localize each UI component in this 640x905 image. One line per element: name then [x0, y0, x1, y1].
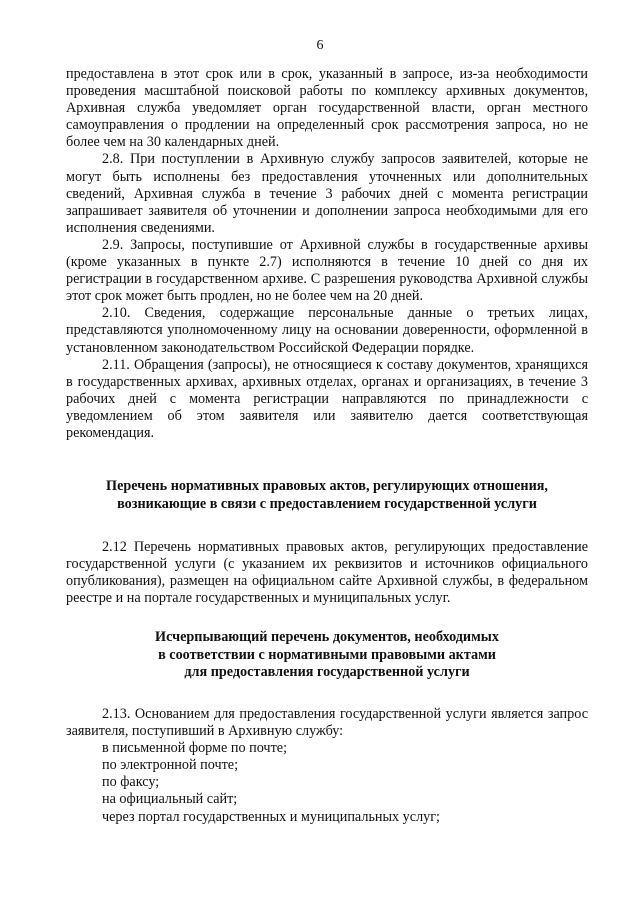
- paragraph-2-11: 2.11. Обращения (запросы), не относящиеся к составу документов, хранящихся в государственных архивах, архивных отделах, органах и организациях, в течение 3 рабочих дней с момента регистрации направляются по принадлежности с уведомлением об этом заявителя или заявителю дается соответствующая рекомендация.: [66, 356, 588, 441]
- paragraph-continuation: предоставлена в этот срок или в срок, указанный в запросе, из-за необходимости проведения масштабной поисковой работы по комплексу архивных документов, Архивная служба уведомляет орган государственной власти, орган местного самоуправления о продлении на определенный срок рассмотрения запроса, но не более чем на 30 календарных дней.: [66, 66, 588, 151]
- list-item: по электронной почте;: [102, 757, 239, 774]
- heading-line: в соответствии с нормативными правовыми актами: [158, 646, 496, 663]
- heading-line: Перечень нормативных правовых актов, регулирующих отношения,: [106, 478, 548, 495]
- paragraph-2-8: 2.8. При поступлении в Архивную службу запросов заявителей, которые не могут быть исполнены без предоставления уточненных или дополнительных сведений, Архивная служба в течение 3 рабочих дней с момента регистрации запрашивает заявителя об уточнении и дополнении запроса необходимыми для его исполнения сведениями.: [66, 151, 588, 236]
- document-body: [66, 66, 588, 826]
- list-item: в письменной форме по почте;: [102, 740, 288, 757]
- submission-methods-list: [66, 740, 588, 825]
- page-number: 6: [316, 38, 324, 53]
- section-heading-normative-acts: [66, 478, 588, 513]
- heading-line: возникающие в связи с предоставлением государственной услуги: [117, 495, 537, 512]
- paragraph-2-12: 2.12 Перечень нормативных правовых актов, регулирующих предоставление государственной услуги (с указанием их реквизитов и источников официального опубликования), размещен на официальном сайте Архивной службы, в федеральном реестре и на портале государственных и муниципальных услуг.: [66, 539, 588, 607]
- list-item: на официальный сайт;: [102, 791, 238, 808]
- paragraph-2-9: 2.9. Запросы, поступившие от Архивной службы в государственные архивы (кроме указанных в пункте 2.7) исполняются в течение 10 дней со дня их регистрации в государственном архиве. С разрешения руководства Архивной службы этот срок может быть продлен, но не более чем на 20 дней.: [66, 236, 588, 305]
- heading-line: для предоставления государственной услуги: [184, 664, 470, 681]
- paragraph-2-10: 2.10. Сведения, содержащие персональные данные о третьих лицах, представляются уполномоченному лицу на основании доверенности, оформленной в установленном законодательством Российской Федерации порядке.: [66, 305, 588, 356]
- list-item: по факсу;: [102, 774, 160, 791]
- section-heading-documents-list: [66, 629, 588, 682]
- heading-line: Исчерпывающий перечень документов, необходимых: [155, 629, 499, 646]
- list-item: через портал государственных и муниципальных услуг;: [102, 808, 440, 825]
- paragraph-2-13: 2.13. Основанием для предоставления государственной услуги является запрос заявителя, поступивший в Архивную службу:: [66, 705, 588, 740]
